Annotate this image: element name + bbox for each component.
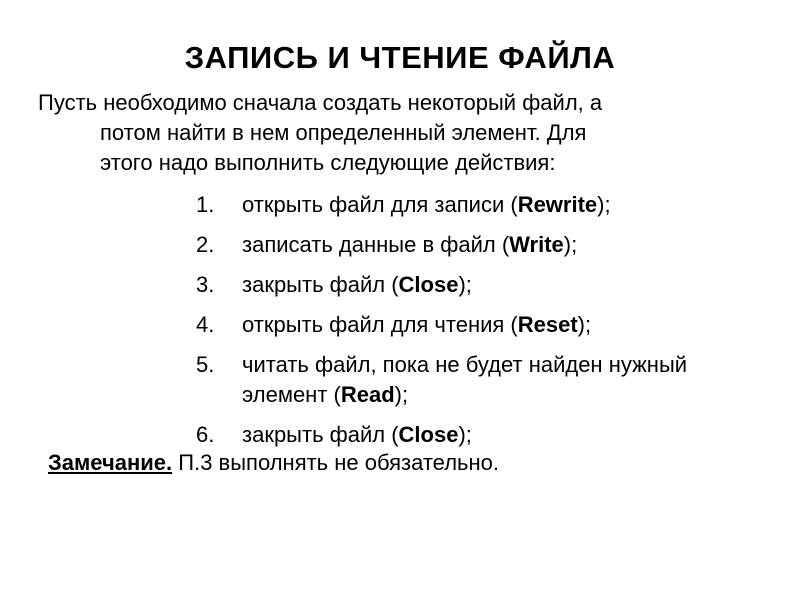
step-item xyxy=(196,190,756,220)
intro-line-1: Пусть необходимо сначала создать некоторый файл, а xyxy=(38,90,603,115)
steps-list xyxy=(196,190,756,460)
step-text: записать данные в файл ( xyxy=(242,232,510,257)
intro-line-3: этого надо выполнить следующие действия: xyxy=(100,150,556,175)
step-number: 1. xyxy=(196,192,215,217)
note-label: Замечание. xyxy=(48,450,173,475)
slide-title: ЗАПИСЬ И ЧТЕНИЕ ФАЙЛА xyxy=(184,40,616,75)
note xyxy=(48,448,499,478)
note-text: П.3 выполнять не обязательно. xyxy=(172,450,499,475)
step-keyword: Rewrite xyxy=(517,192,598,217)
intro-paragraph xyxy=(38,88,778,178)
step-number: 3. xyxy=(196,272,215,297)
step-text-end: ); xyxy=(458,272,472,297)
step-keyword: Close xyxy=(398,422,459,447)
step-item xyxy=(196,270,756,300)
step-text: открыть файл для записи ( xyxy=(242,192,518,217)
step-number: 5. xyxy=(196,352,215,377)
step-keyword: Read xyxy=(340,382,395,407)
step-text-end: ); xyxy=(394,382,409,407)
intro-line-2: потом найти в нем определенный элемент. Для xyxy=(100,120,587,145)
step-text: закрыть файл ( xyxy=(242,422,399,447)
step-number: 2. xyxy=(196,232,215,257)
step-keyword: Close xyxy=(398,272,459,297)
step-text: закрыть файл ( xyxy=(242,272,399,297)
step-text-end: ); xyxy=(597,192,611,217)
step-text: открыть файл для чтения ( xyxy=(242,312,518,337)
step-item xyxy=(196,230,756,260)
step-text: читать файл, пока не будет найден нужный элемент ( xyxy=(242,352,688,407)
step-keyword: Write xyxy=(509,232,564,257)
step-item xyxy=(196,350,712,410)
step-text-end: ); xyxy=(563,232,578,257)
step-text-end: ); xyxy=(577,312,592,337)
step-text-end: ); xyxy=(458,422,472,447)
step-number: 4. xyxy=(196,312,215,337)
step-number: 6. xyxy=(196,422,215,447)
step-keyword: Reset xyxy=(517,312,578,337)
step-item xyxy=(196,420,756,450)
step-item xyxy=(196,310,756,340)
